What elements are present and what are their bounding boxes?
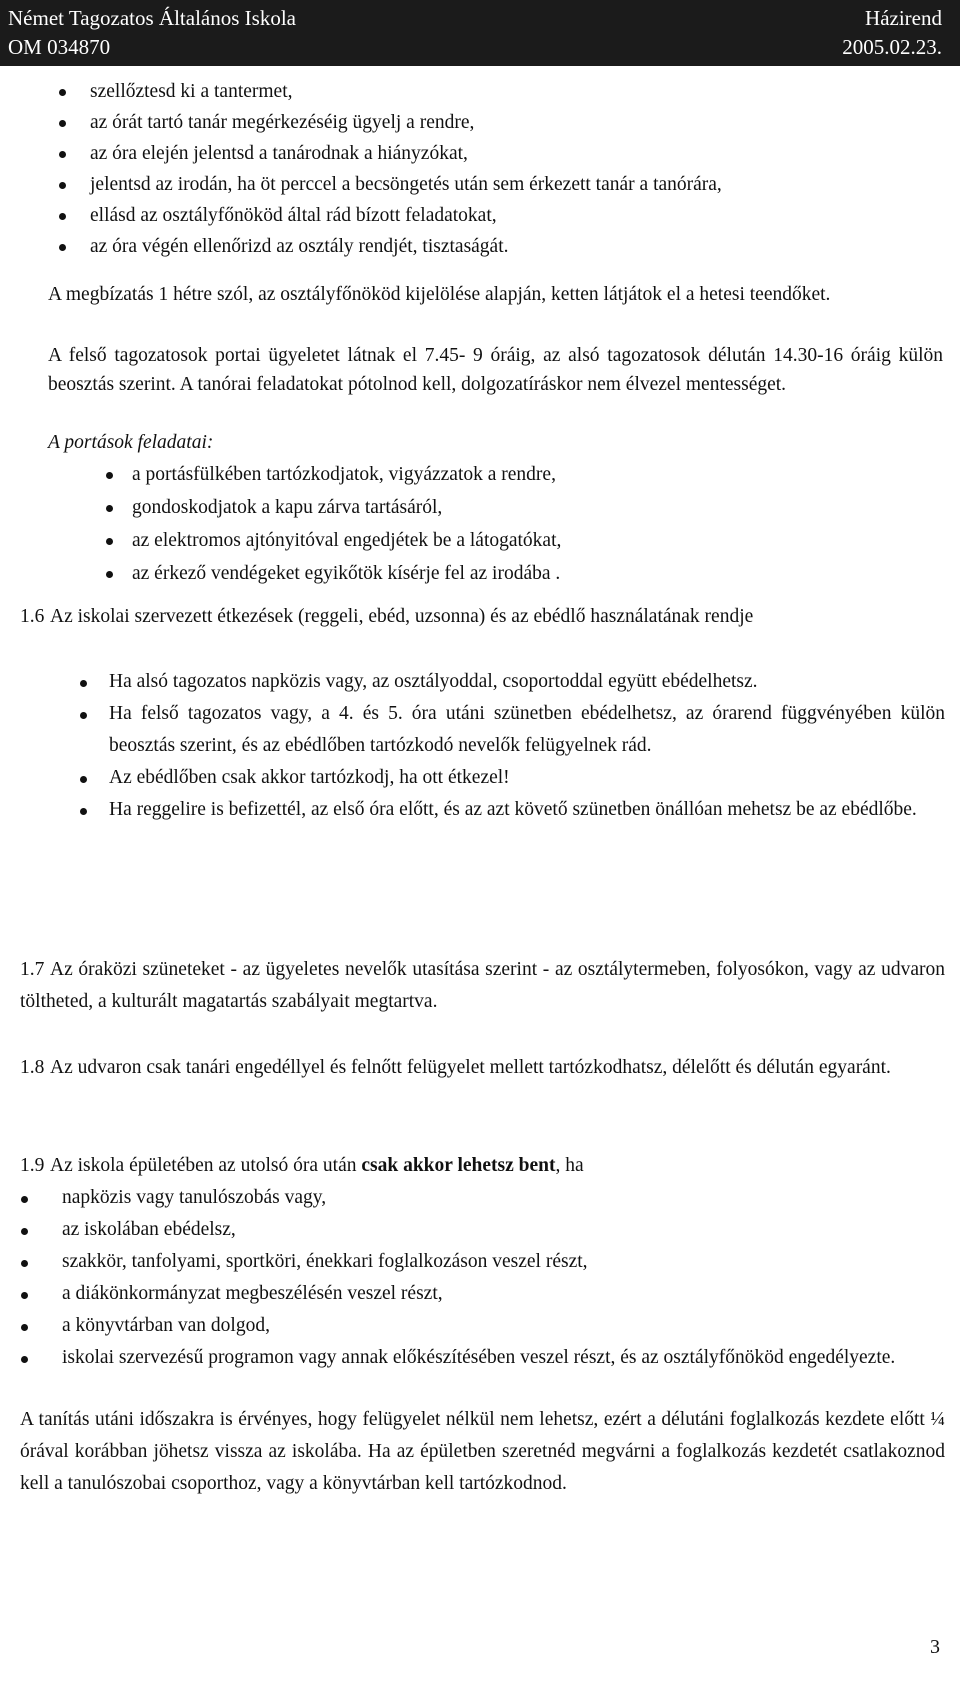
- bullet-icon: [106, 472, 113, 479]
- bullet-icon: [80, 712, 87, 719]
- list-item: az elektromos ajtónyitóval engedjétek be a látogatókat,: [0, 524, 960, 557]
- section-number: 1.7: [20, 959, 45, 980]
- porter-tasks-list: [0, 458, 960, 590]
- list-item: az órát tartó tanár megérkezéséig ügyelj a rendre,: [0, 107, 960, 138]
- section-text: Az iskolai szervezett étkezések (reggeli, ebéd, uzsonna) és az ebédlő használatának rendje: [50, 606, 754, 627]
- list-item: az érkező vendégeket egyikőtök kísérje fel az irodába .: [0, 557, 960, 590]
- bullet-icon: [59, 120, 66, 127]
- list-item: szellőztesd ki a tantermet,: [0, 76, 960, 107]
- list-item: gondoskodjatok a kapu zárva tartásáról,: [0, 491, 960, 524]
- bullet-icon: [106, 538, 113, 545]
- bullet-icon: [80, 680, 87, 687]
- list-item: ellásd az osztályfőnököd által rád bízott feladatokat,: [0, 200, 960, 231]
- section-number: 1.6: [20, 606, 45, 627]
- weekly-duty-paragraph: A megbízatás 1 hétre szól, az osztályfőnököd kijelölése alapján, ketten látjátok el a hetesi teendőket.: [48, 284, 831, 305]
- section-number: 1.8: [20, 1057, 45, 1078]
- list-item: jelentsd az irodán, ha öt perccel a becsöngetés után sem érkezett tanár a tanórára,: [0, 169, 960, 200]
- om-identifier: OM 034870: [8, 35, 111, 59]
- bullet-icon: [21, 1292, 28, 1299]
- bullet-icon: [21, 1196, 28, 1203]
- section-number: 1.9: [20, 1155, 45, 1176]
- list-item: Ha felső tagozatos vagy, a 4. és 5. óra utáni szünetben ebédelhetsz, az órarend függvényében külön beosztás szerint, és az ebédlőben tartózkodó nevelők felügyelnek rád.: [0, 698, 960, 762]
- school-name: Német Tagozatos Általános Iskola: [8, 6, 296, 30]
- bullet-icon: [21, 1356, 28, 1363]
- section-1-7: [20, 954, 945, 1018]
- bullet-icon: [59, 151, 66, 158]
- bullet-icon: [21, 1324, 28, 1331]
- bullet-icon: [59, 89, 66, 96]
- bullet-icon: [80, 808, 87, 815]
- list-item: a könyvtárban van dolgod,: [0, 1310, 960, 1342]
- porter-duty-paragraph: A felső tagozatosok portai ügyeletet látnak el 7.45- 9 óráig, az alsó tagozatosok délután 14.30-16 óráig külön beosztás szerint. A tanórai feladatokat pótolnod kell, dolgozatíráskor nem élvezel mentességet.: [48, 345, 943, 395]
- bullet-icon: [106, 505, 113, 512]
- list-item: Az ebédlőben csak akkor tartózkodj, ha ott étkezel!: [0, 762, 960, 794]
- bullet-icon: [59, 182, 66, 189]
- list-item: Ha alsó tagozatos napközis vagy, az osztályoddal, csoportoddal együtt ebédelhetsz.: [0, 666, 960, 698]
- list-item: Ha reggelire is befizettél, az első óra előtt, és az azt követő szünetben önállóan mehetsz be az ebédlőbe.: [0, 794, 960, 826]
- list-item: az iskolában ebédelsz,: [0, 1214, 960, 1246]
- list-item: a diákönkormányzat megbeszélésén veszel részt,: [0, 1278, 960, 1310]
- bullet-icon: [59, 213, 66, 220]
- list-item: az óra elején jelentsd a tanárodnak a hiányzókat,: [0, 138, 960, 169]
- duties-list: [0, 76, 960, 262]
- emphasis-text: csak akkor lehetsz bent: [361, 1155, 556, 1176]
- bullet-icon: [80, 776, 87, 783]
- bullet-icon: [21, 1228, 28, 1235]
- section-1-8: [20, 1052, 945, 1084]
- list-item: iskolai szervezésű programon vagy annak előkészítésében veszel részt, és az osztályfőnököd engedélyezte.: [0, 1342, 960, 1374]
- document-title: Házirend: [865, 6, 942, 30]
- bullet-icon: [59, 244, 66, 251]
- section-1-9: 1.9 Az iskola épületében az utolsó óra után csak akkor lehetsz bent, ha: [20, 1150, 945, 1182]
- stay-conditions-list: [0, 1182, 960, 1374]
- bullet-icon: [21, 1260, 28, 1267]
- page-header: [0, 0, 960, 66]
- list-item: szakkör, tanfolyami, sportköri, énekkari foglalkozáson veszel részt,: [0, 1246, 960, 1278]
- bullet-icon: [106, 571, 113, 578]
- document-date: 2005.02.23.: [842, 35, 942, 59]
- section-1-6: [20, 601, 945, 633]
- porter-tasks-heading: A portások feladatai:: [48, 432, 214, 453]
- section-text: Az óraközi szüneteket - az ügyeletes nevelők utasítása szerint - az osztálytermeben, folyosókon, vagy az udvaron töltheted, a kulturált magatartás szabályait megtartva.: [20, 959, 945, 1012]
- list-item: az óra végén ellenőrizd az osztály rendjét, tisztaságát.: [0, 231, 960, 262]
- list-item: napközis vagy tanulószobás vagy,: [0, 1182, 960, 1214]
- dining-rules-list: [0, 666, 960, 826]
- list-item: a portásfülkében tartózkodjatok, vigyázzatok a rendre,: [0, 458, 960, 491]
- page-number: 3: [930, 1636, 940, 1658]
- section-text: Az udvaron csak tanári engedéllyel és felnőtt felügyelet mellett tartózkodhatsz, délelőtt és délután egyaránt.: [50, 1057, 891, 1078]
- closing-paragraph: A tanítás utáni időszakra is érvényes, hogy felügyelet nélkül nem lehetsz, ezért a délutáni foglalkozás kezdete előtt ¼ órával korábban jöhetsz vissza az iskolába. Ha az épületben szeretnéd megvárni a foglalkozás kezdetét csatlakoznod kell a tanulószobai csoporthoz, vagy a könyvtárban kell tartózkodnod.: [20, 1409, 945, 1494]
